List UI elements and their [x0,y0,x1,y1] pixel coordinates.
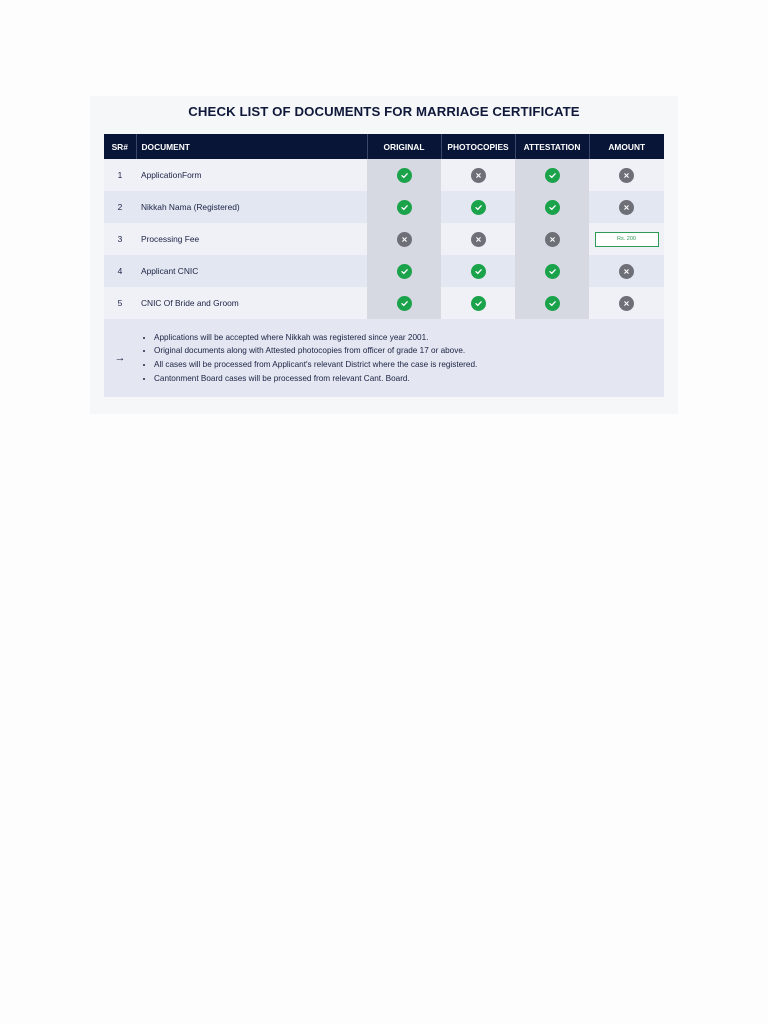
cell-attestation [515,191,589,223]
cell-original [367,223,441,255]
cross-icon [471,168,486,183]
cell-original [367,255,441,287]
row-document: Applicant CNIC [136,255,367,287]
header-amount: AMOUNT [589,134,664,159]
table-row [104,191,664,223]
cell-amount [589,191,664,223]
cross-icon [545,232,560,247]
row-sr: 5 [104,287,136,319]
row-sr: 4 [104,255,136,287]
header-original: ORIGINAL [367,134,441,159]
check-icon [397,264,412,279]
cell-amount [589,223,664,255]
cell-original [367,191,441,223]
checklist-table [104,134,664,397]
header-sr: SR# [104,134,136,159]
check-icon [545,168,560,183]
check-icon [397,296,412,311]
check-icon [545,264,560,279]
cell-attestation [515,159,589,191]
cross-icon [397,232,412,247]
row-document: Nikkah Nama (Registered) [136,191,367,223]
row-sr: 2 [104,191,136,223]
notes-cell [136,319,664,397]
table-row [104,255,664,287]
checklist-card [90,96,678,414]
cell-amount [589,159,664,191]
cross-icon [471,232,486,247]
cell-photocopies [441,223,515,255]
list-item: • Applications will be accepted where Nikkah was registered since year 2001. [154,331,664,345]
amount-value: Rs. 200 [595,232,659,247]
check-icon [471,200,486,215]
header-photocopies: PHOTOCOPIES [441,134,515,159]
list-item: • All cases will be processed from Applicant's relevant District where the case is registered. [154,358,664,372]
cell-amount [589,287,664,319]
list-item: • Original documents along with Attested photocopies from officer of grade 17 or above. [154,344,664,358]
cell-attestation [515,255,589,287]
cell-original [367,159,441,191]
list-item: • Cantonment Board cases will be processed from relevant Cant. Board. [154,372,664,386]
page-title: CHECK LIST OF DOCUMENTS FOR MARRIAGE CERTIFICATE [188,104,580,119]
notes-arrow-cell [104,319,136,397]
notes-row [104,319,664,397]
row-sr: 1 [104,159,136,191]
table-row [104,223,664,255]
check-icon [397,200,412,215]
check-icon [397,168,412,183]
cell-attestation [515,287,589,319]
cell-amount [589,255,664,287]
cross-icon [619,264,634,279]
check-icon [471,264,486,279]
cell-photocopies [441,255,515,287]
header-attestation: ATTESTATION [515,134,589,159]
cross-icon [619,168,634,183]
check-icon [545,296,560,311]
header-document: DOCUMENT [136,134,367,159]
check-icon [471,296,486,311]
table-header-row [104,134,664,159]
row-sr: 3 [104,223,136,255]
table-row [104,287,664,319]
row-document: ApplicationForm [136,159,367,191]
notes-list [136,331,664,385]
arrow-right-icon: → [114,352,126,364]
cell-photocopies [441,191,515,223]
cross-icon [619,296,634,311]
cell-photocopies [441,159,515,191]
row-document: Processing Fee [136,223,367,255]
cross-icon [619,200,634,215]
table-row [104,159,664,191]
cell-attestation [515,223,589,255]
row-document: CNIC Of Bride and Groom [136,287,367,319]
cell-photocopies [441,287,515,319]
check-icon [545,200,560,215]
cell-original [367,287,441,319]
